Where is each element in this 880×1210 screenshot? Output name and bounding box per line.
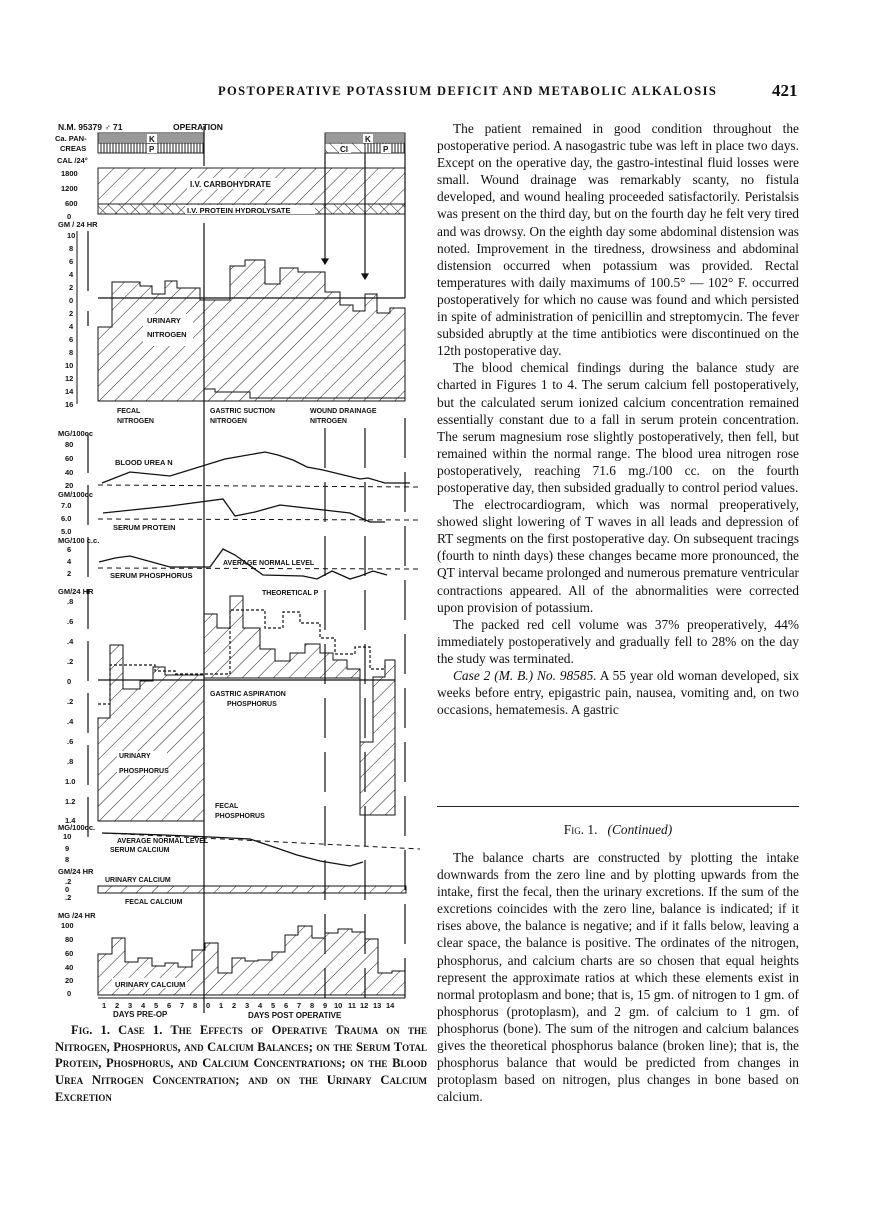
iv-carbohydrate-label: I.V. CARBOHYDRATE <box>190 180 271 189</box>
svg-text:1: 1 <box>219 1001 224 1010</box>
divider-rule <box>437 806 799 807</box>
svg-text:40: 40 <box>65 468 74 477</box>
svg-text:GASTRIC ASPIRATION: GASTRIC ASPIRATION <box>210 691 286 698</box>
svg-text:FECAL: FECAL <box>215 803 239 810</box>
svg-text:BLOOD UREA N: BLOOD UREA N <box>115 458 173 467</box>
svg-text:NITROGEN: NITROGEN <box>210 418 247 425</box>
svg-text:.8: .8 <box>67 597 74 606</box>
svg-text:1.2: 1.2 <box>65 797 76 806</box>
svg-text:20: 20 <box>65 481 74 490</box>
svg-text:MG /24 HR: MG /24 HR <box>58 911 96 920</box>
svg-text:2: 2 <box>67 569 72 578</box>
figure-caption: Fig. 1. Case 1. The Effects of Operative Trauma on the Nitrogen, Phosphorus, and Calcium Balances; on the Serum Total Protein, Phosphorus, and Calcium Concentrations; on the Blood Urea Nitrogen Concentration; and on the Urinary Calcium Excretion <box>55 1023 427 1104</box>
svg-text:DAYS POST OPERATIVE: DAYS POST OPERATIVE <box>248 1011 342 1018</box>
svg-text:0: 0 <box>67 989 72 998</box>
svg-text:3: 3 <box>128 1001 133 1010</box>
svg-text:4: 4 <box>67 557 72 566</box>
svg-text:K: K <box>365 135 371 144</box>
svg-text:0: 0 <box>67 677 72 686</box>
svg-text:2: 2 <box>232 1001 237 1010</box>
svg-text:40: 40 <box>65 963 74 972</box>
svg-text:P: P <box>383 145 389 154</box>
paragraph: The electrocardiogram, which was normal preoperatively, showed slight lowering of T waves in all leads and depression of RT segments on the first postoperative day. On subsequent tracings (fourth to ninth days) these changes became more pronounced, the QT interval became prolonged and numerous premature ventricular contractions appeared. All of the abnormalities were corrected upon provision of potassium. <box>437 497 799 615</box>
svg-text:.4: .4 <box>67 717 74 726</box>
svg-text:5: 5 <box>271 1001 276 1010</box>
svg-text:13: 13 <box>373 1001 382 1010</box>
body-column-top <box>437 120 799 718</box>
svg-text:11: 11 <box>348 1001 356 1010</box>
svg-text:GM/24 HR: GM/24 HR <box>58 867 94 876</box>
svg-text:8: 8 <box>65 855 70 864</box>
svg-text:2: 2 <box>69 283 74 292</box>
svg-text:0: 0 <box>69 296 74 305</box>
svg-text:60: 60 <box>65 454 74 463</box>
svg-text:SERUM PROTEIN: SERUM PROTEIN <box>113 523 176 532</box>
paragraph-case-2: Case 2 (M. B.) No. 98585. A 55 year old woman developed, six weeks before entry, epigastric pain, nausea, vomiting and, on two occasions, hematemesis. A gastric <box>437 668 800 718</box>
x-axis-ticks <box>102 1001 395 1010</box>
svg-text:URINARY CALCIUM: URINARY CALCIUM <box>115 980 186 989</box>
svg-text:4: 4 <box>69 270 74 279</box>
nitrogen-unit: GM / 24 HR <box>58 220 98 229</box>
svg-text:FECAL: FECAL <box>117 408 141 415</box>
svg-text:20: 20 <box>65 976 74 985</box>
svg-text:URINARY: URINARY <box>147 316 181 325</box>
svg-text:600: 600 <box>65 199 78 208</box>
svg-text:NITROGEN: NITROGEN <box>310 418 347 425</box>
svg-text:NITROGEN: NITROGEN <box>117 418 154 425</box>
paragraph: The balance charts are constructed by plotting the intake downwards from the zero line and by plotting upwards from the intake, first the fecal, then the urinary excretions. If the sum of the excretions coincides with the zero line, balance is indicated; if it rises above, the balance is negative; and if it falls below, leaving a clear space, the balance is positive. The ordinates of the nitrogen, phosphorus, and calcium charts are so chosen that equal heights represent the approximate ratios at which these elements exist in normal protoplasm and bone; that is, 15 gm. of nitrogen to 1 gm. of phosphorus (protoplasm), and 2 gm. of calcium to 1 gm. of phosphorus (bone). The sum of the nitrogen and calcium balances gives the theoretical phosphorus balance (broken line); that is, the phosphorus balance that would be predicted from changes in protoplasm based on nitrogen, plus changes in bone based on calcium. <box>437 850 799 1105</box>
svg-text:1: 1 <box>102 1001 107 1010</box>
svg-text:GASTRIC SUCTION: GASTRIC SUCTION <box>210 408 275 415</box>
svg-text:AVERAGE NORMAL LEVEL: AVERAGE NORMAL LEVEL <box>223 560 315 567</box>
svg-text:.2: .2 <box>65 877 72 886</box>
svg-text:10: 10 <box>65 361 74 370</box>
svg-text:4: 4 <box>141 1001 146 1010</box>
figure-continued-heading: Fig. 1. (Continued) <box>563 822 673 837</box>
svg-text:14: 14 <box>386 1001 395 1010</box>
svg-text:10: 10 <box>63 832 72 841</box>
svg-text:WOUND DRAINAGE: WOUND DRAINAGE <box>310 408 377 415</box>
svg-text:7.0: 7.0 <box>61 501 72 510</box>
svg-text:60: 60 <box>65 949 74 958</box>
svg-text:PHOSPHORUS: PHOSPHORUS <box>119 768 169 775</box>
svg-text:GM/24 HR: GM/24 HR <box>58 587 94 596</box>
svg-text:NITROGEN: NITROGEN <box>147 330 187 339</box>
page-number: 421 <box>772 81 798 100</box>
svg-text:PHOSPHORUS: PHOSPHORUS <box>227 701 277 708</box>
svg-text:7: 7 <box>180 1001 185 1010</box>
svg-text:6: 6 <box>167 1001 172 1010</box>
svg-text:DAYS PRE-OP: DAYS PRE-OP <box>113 1010 168 1018</box>
svg-text:GM/100cc: GM/100cc <box>58 490 94 499</box>
svg-text:CREAS: CREAS <box>60 144 87 153</box>
svg-text:1800: 1800 <box>61 169 78 178</box>
svg-text:.2: .2 <box>67 697 74 706</box>
iv-protein-label: I.V. PROTEIN HYDROLYSATE <box>187 206 291 215</box>
svg-text:1.4: 1.4 <box>65 816 76 825</box>
svg-text:.2: .2 <box>67 657 74 666</box>
svg-text:6: 6 <box>69 335 74 344</box>
svg-text:80: 80 <box>65 440 74 449</box>
svg-text:URINARY CALCIUM: URINARY CALCIUM <box>105 877 171 884</box>
svg-text:URINARY: URINARY <box>119 753 151 760</box>
svg-text:MG/100cc.: MG/100cc. <box>58 823 96 832</box>
svg-text:6: 6 <box>67 545 72 554</box>
svg-text:THEORETICAL P: THEORETICAL P <box>262 590 319 597</box>
paragraph: The patient remained in good condition throughout the postoperative period. A nasogastric tube was left in place two days. Except on the operative day, the gastro-intestinal fluid losses were small. Wound drainage was remarkably scanty, no fistula developed, and wound healing proceeded satisfactorily. Peristalsis was present on the third day, but on the fourth day he felt very tired and was drowsy. On the eighth day some abdominal distension was noted. Improvement in the tiredness, drowsiness and abdominal distension occurred when potassium was provided. Rectal temperatures with daily maximums of 100.5° — 102° F. occurred postoperatively for which no cause was found and which persisted in spite of administration of penicillin and streptomycin. The fever subsided abruptly at the time antibiotics were discontinued on the 12th postoperative day. <box>437 121 799 359</box>
paragraph: The packed red cell volume was 37% preoperatively, 44% immediately postoperatively and gradually fell to 28% on the day the study was terminated. <box>437 616 799 666</box>
svg-text:.6: .6 <box>67 617 74 626</box>
svg-text:5: 5 <box>154 1001 159 1010</box>
svg-text:1.0: 1.0 <box>65 777 76 786</box>
figure-1 <box>55 118 430 1018</box>
svg-text:8: 8 <box>69 348 74 357</box>
svg-text:6: 6 <box>69 257 74 266</box>
svg-text:14: 14 <box>65 387 74 396</box>
ca-pancreas-label: Ca. PAN- <box>55 134 87 143</box>
svg-text:2: 2 <box>115 1001 120 1010</box>
svg-text:PHOSPHORUS: PHOSPHORUS <box>215 813 265 820</box>
svg-text:SERUM PHOSPHORUS: SERUM PHOSPHORUS <box>110 571 193 580</box>
svg-text:Cl: Cl <box>340 145 348 154</box>
svg-text:AVERAGE NORMAL LEVEL: AVERAGE NORMAL LEVEL <box>117 838 209 845</box>
svg-text:4: 4 <box>69 322 74 331</box>
svg-text:MG/100cc: MG/100cc <box>58 429 94 438</box>
svg-text:12: 12 <box>65 374 74 383</box>
svg-text:0: 0 <box>67 212 72 221</box>
running-title: POSTOPERATIVE POTASSIUM DEFICIT AND METABOLIC ALKALOSIS <box>218 84 718 98</box>
svg-text:0: 0 <box>206 1001 211 1010</box>
body-column-bottom <box>437 849 799 1105</box>
page-header <box>0 81 880 104</box>
svg-text:4: 4 <box>258 1001 263 1010</box>
svg-text:10: 10 <box>334 1001 343 1010</box>
svg-text:8: 8 <box>69 244 74 253</box>
patient-label: N.M. 95379 ♂ 71 <box>58 122 123 132</box>
svg-text:.6: .6 <box>67 737 74 746</box>
svg-text:FECAL CALCIUM: FECAL CALCIUM <box>125 899 183 906</box>
svg-text:0: 0 <box>65 885 70 894</box>
svg-text:8: 8 <box>193 1001 198 1010</box>
svg-text:1200: 1200 <box>61 184 78 193</box>
svg-text:9: 9 <box>323 1001 328 1010</box>
svg-text:10: 10 <box>67 231 76 240</box>
svg-text:9: 9 <box>65 844 70 853</box>
svg-text:P: P <box>149 145 155 154</box>
svg-text:6.0: 6.0 <box>61 514 72 523</box>
svg-text:2: 2 <box>69 309 74 318</box>
balance-chart <box>55 118 430 1018</box>
svg-text:MG/100 c.c.: MG/100 c.c. <box>58 536 100 545</box>
svg-text:5.0: 5.0 <box>61 527 72 536</box>
svg-text:100: 100 <box>61 921 74 930</box>
operation-label: OPERATION <box>173 122 223 132</box>
svg-text:16: 16 <box>65 400 74 409</box>
svg-text:.2: .2 <box>65 893 72 902</box>
svg-text:3: 3 <box>245 1001 250 1010</box>
svg-text:8: 8 <box>310 1001 315 1010</box>
svg-text:.4: .4 <box>67 637 74 646</box>
svg-text:SERUM CALCIUM: SERUM CALCIUM <box>110 847 170 854</box>
svg-text:80: 80 <box>65 935 74 944</box>
cal-unit: CAL /24° <box>57 156 88 165</box>
svg-text:.8: .8 <box>67 757 74 766</box>
svg-text:6: 6 <box>284 1001 289 1010</box>
paragraph: The blood chemical findings during the balance study are charted in Figures 1 to 4. The serum calcium fell postoperatively, but the calculated serum ionized calcium concentration remained essentially constant due to a fall in serum protein concentration. The serum magnesium rose slightly postoperatively, then fell, but remained within the normal range. The blood urea nitrogen rose postoperatively, reaching 71.6 mg./100 cc. on the fourth postoperative day, then subsided gradually to control period values. <box>437 360 799 495</box>
svg-text:K: K <box>149 135 155 144</box>
svg-text:7: 7 <box>297 1001 302 1010</box>
svg-text:12: 12 <box>360 1001 369 1010</box>
